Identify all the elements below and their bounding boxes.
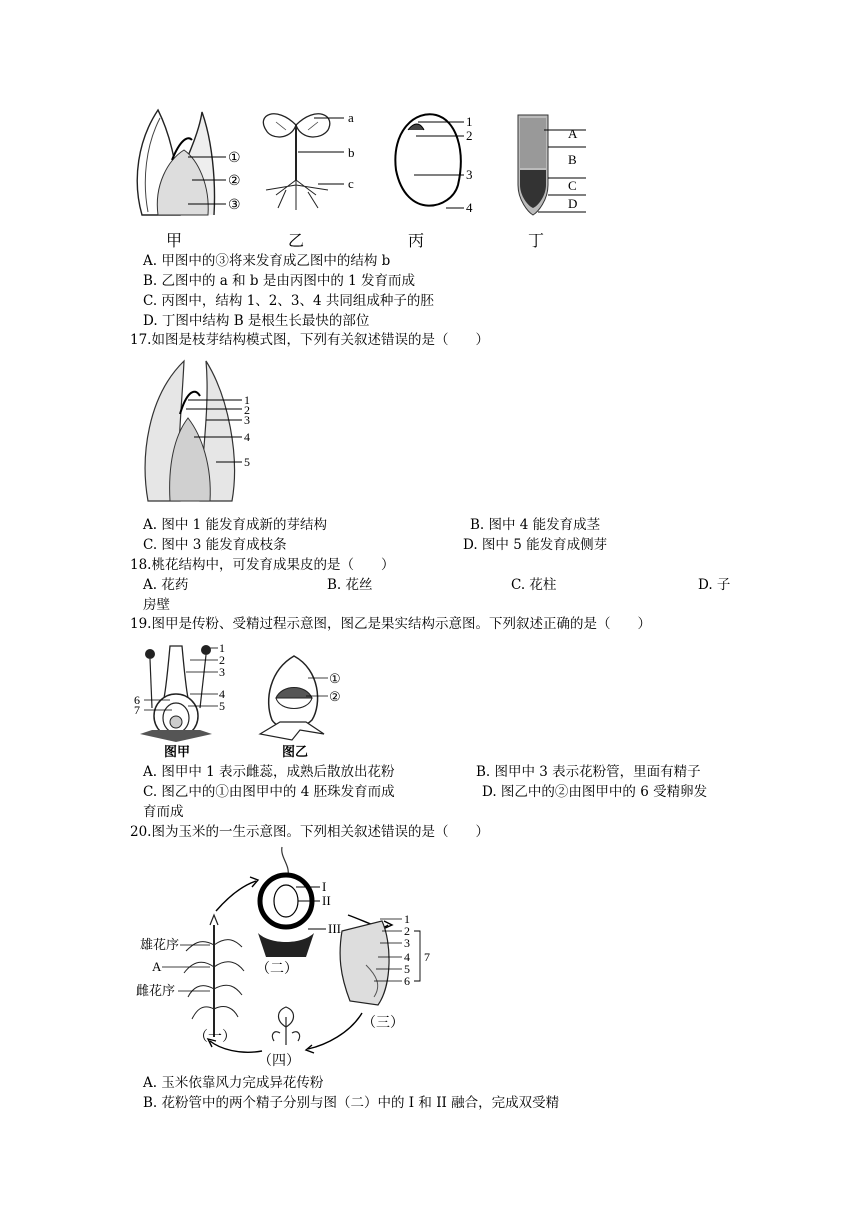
q18-stem: 18.桃花结构中，可发育成果皮的是（ ） [130,557,395,573]
q17-option-a: A. 图中 1 能发育成新的芽结构 [143,517,328,533]
q16-fig-ding [518,115,586,250]
q16-bing-part-3: 3 [466,167,473,182]
q19-option-d-wrap: 育而成 [143,804,184,820]
q19-jia-part-7: 7 [134,703,140,717]
q16-jia-part-1: ① [228,151,241,166]
q16-fig-ding-label: 丁 [528,231,545,250]
q19-jia-part-5: 5 [219,699,225,713]
q16-fig-bing [395,114,473,250]
q16-bing-part-4: 4 [466,200,473,215]
q19-jia-part-3: 3 [219,665,225,679]
q20-stage-3: （三） [362,1016,404,1031]
q16-fig-bing-label: 丙 [408,231,425,250]
q16-figure-row [128,100,608,250]
q19-fig-jia-title: 图甲 [164,745,191,758]
q16-bing-part-1: 1 [466,114,473,129]
q20-seed-7: 7 [424,950,430,964]
q20-stage-4: （四） [258,1054,300,1069]
q16-ding-part-D: D [568,196,578,211]
q20-label-a: A [152,959,162,974]
q19-jia-part-4: 4 [219,687,225,701]
q19-fig-yi-title: 图乙 [282,745,309,758]
q18-option-d-wrap: 房壁 [143,597,170,613]
q20-roman-2: II [322,893,331,908]
q19-jia-part-2: 2 [219,653,225,667]
q16-option-d: D. 丁图中结构 B 是根生长最快的部位 [143,313,370,329]
q20-seed-5: 5 [404,962,410,976]
q16-fig-jia-label: 甲 [166,231,183,250]
q18-option-a: A. 花药 [143,577,189,593]
q19-stem: 19.图甲是传粉、受精过程示意图，图乙是果实结构示意图。下列叙述正确的是（ ） [130,616,651,632]
q19-jia-part-6: 6 [134,693,140,707]
q20-seed-3: 3 [404,936,410,950]
q19-figure-yi [250,650,360,758]
q17-figure [140,356,280,506]
q19-figure-jia [130,638,230,758]
q19-yi-part-2: ② [329,689,341,704]
q17-part-3: 3 [244,413,250,427]
q17-option-b: B. 图中 4 能发育成茎 [470,517,601,533]
q20-stage-2: （二） [256,962,298,977]
q17-part-2: 2 [244,403,250,417]
q20-label-male: 雄花序 [140,938,180,953]
q16-fig-jia [137,110,240,250]
q16-yi-part-b: b [348,145,355,160]
q18-option-c: C. 花柱 [511,577,557,593]
q16-option-a: A. 甲图中的③将来发育成乙图中的结构 b [143,253,391,269]
q19-option-d: D. 图乙中的②由图甲中的 6 受精卵发 [482,784,708,800]
q19-jia-part-1: 1 [219,641,225,655]
q16-jia-part-3: ③ [228,198,241,213]
q17-part-4: 4 [244,430,250,444]
q17-part-5: 5 [244,455,250,469]
q20-roman-3: III [328,921,341,936]
q18-option-b: B. 花丝 [327,577,373,593]
q20-seed-1: 1 [404,912,410,926]
q20-stem: 20.图为玉米的一生示意图。下列相关叙述错误的是（ ） [130,824,489,840]
q16-ding-part-C: C [568,178,577,193]
q16-fig-yi [263,110,354,250]
q16-yi-part-c: c [348,176,354,191]
q17-option-d: D. 图中 5 能发育成侧芽 [463,537,608,553]
q20-option-b: B. 花粉管中的两个精子分别与图（二）中的 I 和 II 融合，完成双受精 [143,1095,560,1111]
q20-seed-4: 4 [404,950,410,964]
q20-stage-1: （一） [194,1030,236,1045]
q16-ding-part-B: B [568,152,577,167]
q16-yi-part-a: a [348,110,354,125]
q17-stem: 17.如图是枝芽结构模式图，下列有关叙述错误的是（ ） [130,332,489,348]
q19-option-c: C. 图乙中的①由图甲中的 4 胚珠发育而成 [143,784,395,800]
q20-roman-1: I [322,879,327,894]
q19-option-b: B. 图甲中 3 表示花粉管，里面有精子 [476,764,701,780]
q18-option-d: D. 子 [698,577,731,593]
q20-seed-2: 2 [404,924,410,938]
q17-part-1: 1 [244,393,250,407]
q19-yi-part-1: ① [329,671,341,686]
q16-option-b: B. 乙图中的 a 和 b 是由丙图中的 1 发育而成 [143,273,416,289]
q16-ding-part-A: A [568,126,578,141]
q16-fig-yi-label: 乙 [288,231,305,250]
q20-figure [130,845,450,1070]
q20-option-a: A. 玉米依靠风力完成异花传粉 [143,1075,324,1091]
q19-option-a: A. 图甲中 1 表示雌蕊，成熟后散放出花粉 [143,764,395,780]
q17-option-c: C. 图中 3 能发育成枝条 [143,537,287,553]
q20-label-female: 雌花序 [136,984,176,999]
q16-option-c: C. 丙图中，结构 1、2、3、4 共同组成种子的胚 [143,293,434,309]
q16-jia-part-2: ② [228,174,241,189]
q16-bing-part-2: 2 [466,128,473,143]
q20-seed-6: 6 [404,974,410,988]
